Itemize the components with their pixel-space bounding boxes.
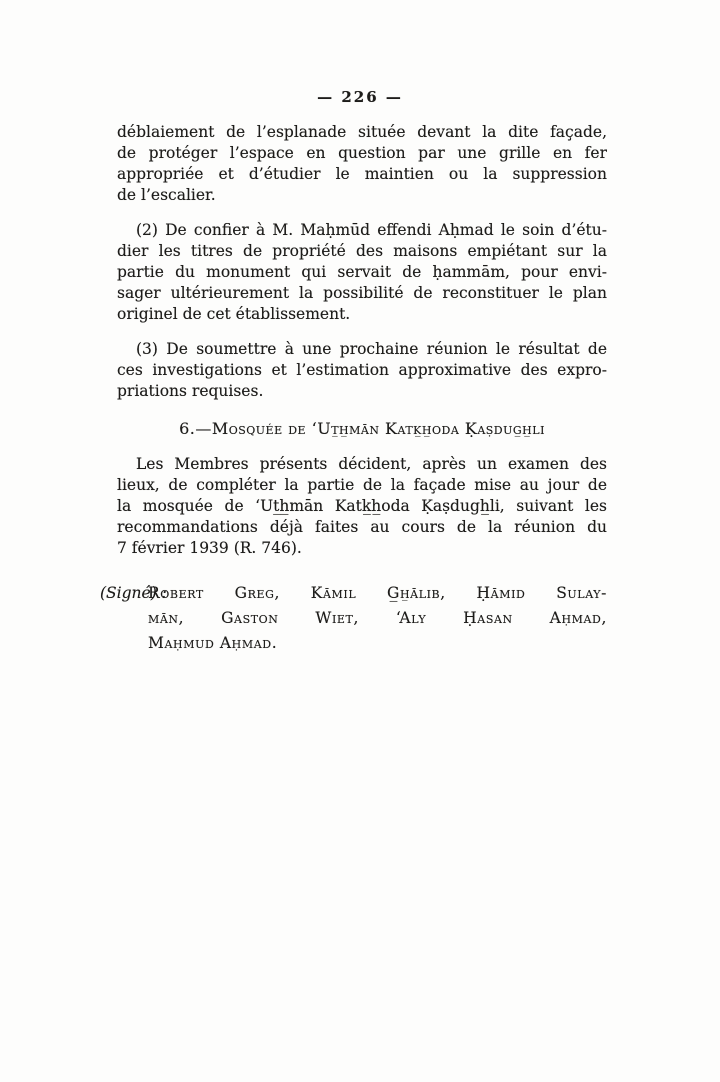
paragraph-continuation bbox=[117, 122, 607, 206]
text-line: sager ultérieurement la possibilité de reconstituer le plan bbox=[117, 284, 607, 302]
text-line: Les Membres présents décident, après un examen des bbox=[136, 455, 607, 473]
signature-line: Maḥmud Aḥmad. bbox=[148, 634, 278, 652]
text-line: (2) De confier à M. Maḥmūd effendi Aḥmad le soin d’étu- bbox=[136, 221, 607, 239]
text-line: recommandations déjà faites au cours de la réunion du bbox=[117, 518, 607, 536]
paragraph-decision bbox=[117, 454, 607, 559]
text-line: partie du monument qui servait de ḥammām, pour envi- bbox=[117, 263, 607, 281]
text-line: (3) De soumettre à une prochaine réunion le résultat de bbox=[136, 340, 607, 358]
text-line: priations requises. bbox=[117, 382, 264, 400]
signature-block bbox=[100, 581, 607, 656]
section-heading: 6.—Mosquée de ‘Ut̲h̲mān Katk̲h̲oda Ḳaṣdug̲h̲li bbox=[179, 419, 545, 438]
text-line: de l’escalier. bbox=[117, 186, 216, 204]
signature-line: Robert Greg, Kāmil G̲h̲ālib, Ḥāmid Sulay- bbox=[148, 584, 607, 602]
signature-label: (Signé) : bbox=[100, 584, 167, 602]
page-number: — 226 — bbox=[317, 88, 403, 106]
paragraph-item-3 bbox=[117, 339, 607, 402]
signature-names bbox=[148, 581, 607, 656]
text-line: originel de cet établissement. bbox=[117, 305, 351, 323]
text-line: déblaiement de l’esplanade située devant la dite façade, bbox=[117, 123, 607, 141]
text-line: dier les titres de propriété des maisons empiétant sur la bbox=[117, 242, 607, 260]
text-block bbox=[100, 122, 607, 656]
text-line: ces investigations et l’estimation approximative des expro- bbox=[117, 361, 607, 379]
signature-line: mān, Gaston Wiet, ‘Aly Ḥasan Aḥmad, bbox=[148, 609, 607, 627]
text-line: lieux, de compléter la partie de la façade mise au jour de bbox=[117, 476, 607, 494]
text-line: la mosquée de ‘Ut̲h̲mān Katk̲h̲oda Ḳaṣdug̲h̲li, suivant les bbox=[117, 497, 607, 515]
text-line: 7 février 1939 (R. 746). bbox=[117, 539, 302, 557]
text-line: de protéger l’espace en question par une grille en fer bbox=[117, 144, 607, 162]
text-line: appropriée et d’étudier le maintien ou la suppression bbox=[117, 165, 607, 183]
paragraph-item-2 bbox=[117, 220, 607, 325]
